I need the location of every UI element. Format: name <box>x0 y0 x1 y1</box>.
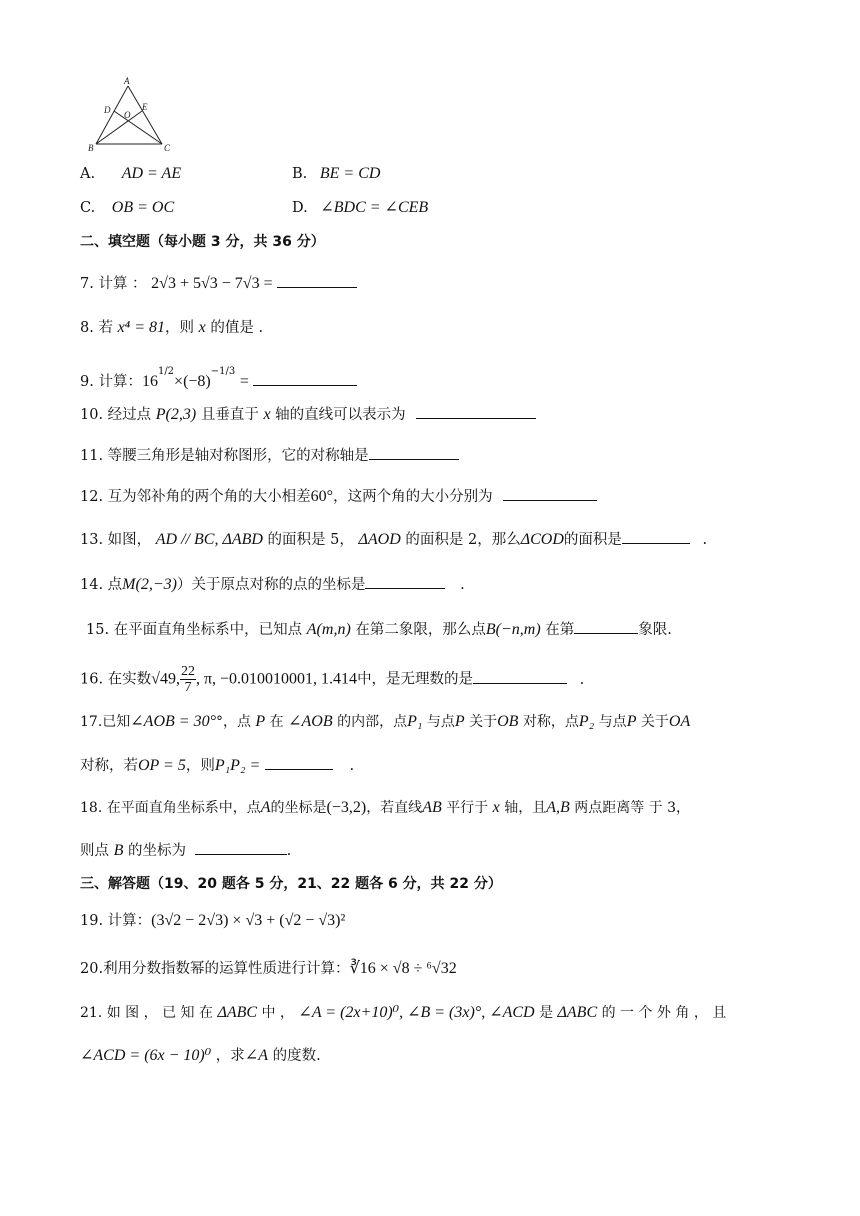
q18-text-f: 两点距离等 于 3， <box>574 800 691 816</box>
q17-p: P <box>255 713 266 730</box>
q19-number: 19. <box>80 913 104 929</box>
label-c: C <box>164 143 171 153</box>
q7-answer-blank[interactable] <box>277 273 357 288</box>
q17-text-c: 在 <box>269 714 284 730</box>
q21-text-b: 中 ， <box>261 1005 294 1021</box>
q8-mid: ，则 <box>165 320 195 336</box>
question-10 <box>80 404 536 425</box>
label-d: D <box>104 105 111 115</box>
q17-text-d: 的内部，点 <box>337 714 408 730</box>
q13-end: . <box>702 532 708 548</box>
q9-base: 16 <box>141 372 158 390</box>
q10-pre: 经过点 <box>107 407 152 423</box>
q13-expr-1: AD // BC, ΔABD <box>155 531 263 548</box>
q12-number: 12. <box>80 489 104 505</box>
q18-text-d: 平行于 <box>446 800 489 816</box>
q16-answer-blank[interactable] <box>473 669 567 684</box>
q8-var: x <box>198 319 206 336</box>
q15-post: 象限. <box>638 622 672 638</box>
q8-expression: x⁴ = 81 <box>117 319 166 336</box>
q15-mid: 在第二象限，那么点 <box>355 622 486 638</box>
q13-post: 的面积是 <box>563 532 622 548</box>
option-a-text: AD = AE <box>121 165 182 182</box>
q19-expression: (3√2 − 2√3) × √3 + (√2 − √3)² <box>151 912 346 929</box>
q10-var: x <box>263 406 271 423</box>
q16-post: 中，是无理数的是 <box>357 671 474 688</box>
question-8 <box>80 318 263 338</box>
option-row-ab <box>80 164 181 184</box>
q16-list-b: , π, −0.010010001, 1.414 <box>195 670 358 688</box>
q17-text-b: °，点 <box>215 714 251 730</box>
q18-ab2: A,B <box>546 799 570 816</box>
q18-ab: AB <box>422 799 442 816</box>
question-17-line-1 <box>80 712 690 732</box>
q18-text-a: 在平面直角坐标系中，点 <box>106 800 261 816</box>
q17-p1p2-expr: P₁P₂ = <box>214 757 261 774</box>
q17-p2: P₂ <box>578 713 595 730</box>
question-9 <box>80 368 357 392</box>
question-19 <box>80 911 345 931</box>
option-c-label: C. <box>80 200 96 216</box>
q21-abc-2: ΔABC <box>557 1004 598 1021</box>
option-d-label: D. <box>292 200 308 216</box>
q17-end: . <box>349 758 355 774</box>
q13-answer-blank[interactable] <box>622 529 690 544</box>
option-d <box>292 198 428 218</box>
option-b <box>292 164 380 184</box>
q14-point: M(2,−3) <box>122 576 177 593</box>
q17-text-l2-a: 对称，若 <box>80 758 138 774</box>
q21-text-c: 是 <box>539 1005 554 1021</box>
q17-oa: OA <box>668 713 691 730</box>
q17-text-g: 对称，点 <box>522 714 579 730</box>
edge-cd <box>114 111 162 144</box>
q21-text-l2-b: 的度数. <box>272 1048 321 1064</box>
q16-number: 16. <box>80 671 104 688</box>
q10-post: 轴的直线可以表示为 <box>275 407 406 423</box>
q19-text: 计算： <box>107 913 152 929</box>
q9-equals: = <box>239 372 249 390</box>
question-12 <box>80 486 597 507</box>
q10-number: 10. <box>80 407 104 423</box>
q17-angle-expr: ∠AOB = 30° <box>130 713 216 730</box>
q9-mid: ×(−8) <box>174 372 211 390</box>
question-18-line-2 <box>80 840 291 861</box>
q13-number: 13. <box>80 532 104 548</box>
q17-text-h: 与点 <box>598 714 627 730</box>
q9-text: 计算： <box>98 373 142 390</box>
q18-number: 18. <box>80 800 103 816</box>
q17-text-a: 已知 <box>102 714 131 730</box>
q18-text-c: ，若直线 <box>366 800 423 816</box>
question-21-line-2 <box>80 1046 321 1066</box>
q15-mid-2: 在第 <box>545 622 575 638</box>
option-c-text: OB = OC <box>111 199 175 216</box>
q12-post: ，这两个角的大小分别为 <box>333 489 493 505</box>
option-a-label: A. <box>80 166 96 182</box>
question-20 <box>80 959 457 979</box>
q16-pre: 在实数 <box>107 671 152 688</box>
question-21-line-1 <box>80 1003 726 1023</box>
q21-abc: ΔABC <box>217 1004 258 1021</box>
label-e: E <box>142 102 148 112</box>
option-c <box>80 198 174 218</box>
question-15 <box>86 619 672 640</box>
q7-number: 7. <box>80 276 94 292</box>
q18-text-l2-b: 的坐标为 <box>128 843 186 859</box>
q21-angle-a: ∠A <box>244 1047 268 1064</box>
q21-acd-expr: ∠ACD = (6x − 10)⁰ <box>80 1047 212 1064</box>
q11-answer-blank[interactable] <box>369 445 459 460</box>
q18-x: x <box>492 799 500 816</box>
q15-pre: 在平面直角坐标系中，已知点 <box>113 622 303 638</box>
question-17-line-2 <box>80 755 354 776</box>
q8-number: 8. <box>80 320 94 336</box>
question-18-line-1 <box>80 798 690 818</box>
section-fill-heading: 二、填空题（每小题 3 分，共 36 分） <box>80 234 325 250</box>
q16-list-a: √49, <box>151 670 180 688</box>
edge-be <box>96 111 142 144</box>
q7-text: 计算 ： <box>98 276 147 292</box>
q18-b: B <box>113 842 124 859</box>
question-16 <box>80 664 584 695</box>
q17-p1: P₁ <box>407 713 423 730</box>
option-d-text: ∠BDC = ∠CEB <box>320 199 429 216</box>
q16-fraction <box>180 664 196 695</box>
q13-mid-2: 的面积是 2，那么 <box>405 532 521 548</box>
option-b-text: BE = CD <box>319 165 381 182</box>
label-a: A <box>124 76 130 86</box>
q14-answer-blank[interactable] <box>365 574 445 589</box>
q10-mid: 且垂直于 <box>200 407 259 423</box>
question-11 <box>80 445 459 466</box>
q21-expression: ∠A = (2x+10)⁰, ∠B = (3x)°, ∠ACD <box>298 1004 535 1021</box>
q18-text-b: 的坐标是 <box>270 800 327 816</box>
q17-answer-blank[interactable] <box>265 755 333 770</box>
q21-text-d: 的 一 个 外 角 ， 且 <box>601 1005 727 1021</box>
q15-number: 15. <box>86 622 110 638</box>
q21-number: 21. <box>80 1005 103 1021</box>
q18-text-e: 轴，且 <box>504 800 547 816</box>
question-7 <box>80 273 357 294</box>
q20-text: 利用分数指数幂的运算性质进行计算： <box>103 961 350 977</box>
triangle-figure <box>84 76 180 154</box>
q18-text-l2-a: 则点 <box>80 843 109 859</box>
section-solve-heading: 三、解答题（19、20 题各 5 分，21、22 题各 6 分，共 22 分） <box>80 876 502 892</box>
q9-number: 9. <box>80 373 94 390</box>
q12-answer-blank[interactable] <box>503 486 597 501</box>
q18-end: . <box>286 843 292 859</box>
label-o: O <box>124 110 131 120</box>
q17-p-c: P <box>626 713 637 730</box>
q10-point: P(2,3) <box>155 406 197 423</box>
q17-op-expr: OP = 5 <box>138 757 186 774</box>
q17-text-l2-b: ，则 <box>185 758 215 774</box>
q16-frac-denominator: 7 <box>184 680 192 695</box>
q15-point-b: B(−n,m) <box>485 621 541 638</box>
q18-answer-blank[interactable] <box>195 840 287 855</box>
q17-number: 17. <box>80 714 103 730</box>
q15-answer-blank[interactable] <box>574 619 638 634</box>
q10-answer-blank[interactable] <box>416 404 536 419</box>
q9-exponent-2: −1/3 <box>210 366 236 377</box>
q16-frac-numerator: 22 <box>180 664 195 679</box>
q11-number: 11. <box>80 448 104 464</box>
q14-post: ）关于原点对称的点的坐标是 <box>176 577 366 593</box>
q11-text: 等腰三角形是轴对称图形，它的对称轴是 <box>107 448 369 464</box>
q17-ob: OB <box>497 713 519 730</box>
q13-mid-1: 的面积是 5， <box>267 532 354 548</box>
q21-text-a: 如 图 ， 已 知 在 <box>106 1005 213 1021</box>
q13-pre: 如图， <box>107 532 152 548</box>
question-14 <box>80 574 465 595</box>
q14-pre: 点 <box>107 577 123 593</box>
option-b-label: B. <box>292 166 308 182</box>
q20-number: 20. <box>80 961 104 977</box>
q7-expression: 2√3 + 5√3 − 7√3 = <box>151 275 273 292</box>
q17-text-f: 关于 <box>469 714 498 730</box>
q8-pre: 若 <box>98 320 113 336</box>
q16-end: . <box>579 671 585 688</box>
label-b: B <box>88 143 94 153</box>
q13-expr-2: ΔAOD <box>358 531 401 548</box>
q20-expression: ∛16 × √8 ÷ ⁶√32 <box>349 960 457 977</box>
q17-text-e: 与点 <box>426 714 455 730</box>
q8-post: 的值是 . <box>210 320 264 336</box>
q13-expr-3: ΔCOD <box>520 531 564 548</box>
q18-coord: (−3,2) <box>326 799 367 816</box>
q17-aob: ∠AOB <box>288 713 333 730</box>
q18-a: A <box>260 799 271 816</box>
q14-number: 14. <box>80 577 104 593</box>
q17-p-b: P <box>454 713 465 730</box>
q9-exponent-1: 1/2 <box>157 366 175 377</box>
question-13 <box>80 529 707 550</box>
q12-pre: 互为邻补角的两个角的大小相差 <box>107 489 311 505</box>
q17-text-i: 关于 <box>640 714 669 730</box>
q12-angle: 60° <box>310 488 334 505</box>
edge-ac <box>128 86 162 144</box>
q15-point-a: A(m,n) <box>306 621 351 638</box>
q21-text-l2-a: ，求 <box>215 1048 245 1064</box>
q9-answer-blank[interactable] <box>253 371 357 386</box>
q14-end: . <box>460 577 465 593</box>
